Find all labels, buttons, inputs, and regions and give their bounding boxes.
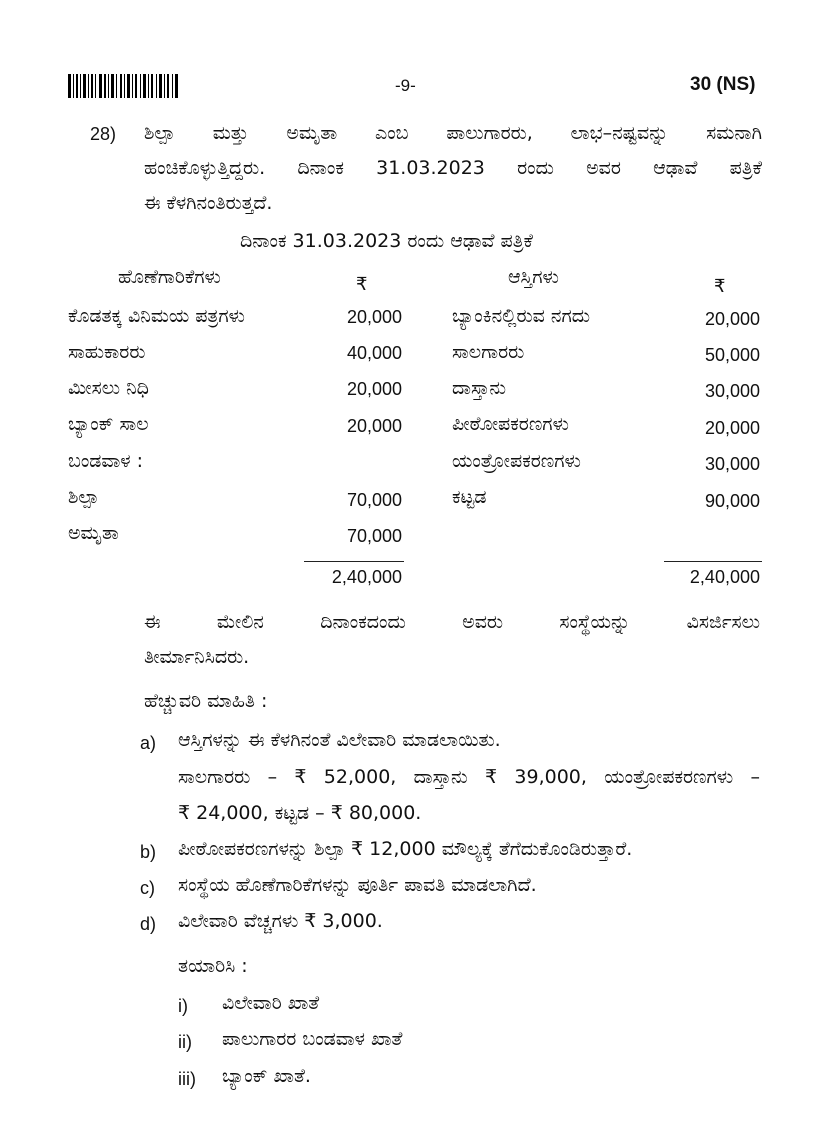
- paper-code: 30 (NS): [690, 74, 756, 95]
- liability-amount: 20,000: [346, 307, 402, 327]
- question-line-3: ಈ ಕೆಳಗಿನಂತಿರುತ್ತದೆ.: [144, 192, 273, 214]
- asset-label: ಕಟ್ಟಡ: [452, 486, 487, 508]
- prepare-item: ಬ್ಯಾಂಕ್ ಖಾತೆ.: [222, 1065, 311, 1087]
- asset-amount: 20,000: [704, 418, 760, 438]
- page-number: -9-: [395, 76, 416, 95]
- liability-label: ಸಾಹುಕಾರರು: [68, 341, 146, 363]
- liability-label: ಮೀಸಲು ನಿಧಿ: [68, 377, 149, 399]
- liability-label: ಬಂಡವಾಳ :: [68, 450, 144, 472]
- question-line-2: ಹಂಚಿಕೊಳ್ಳುತ್ತಿದ್ದರು. ದಿನಾಂಕ 31.03.2023 ರಂದು ಅವರ ಆಢಾವೆ ಪತ್ರಿಕೆ: [144, 157, 762, 179]
- liability-amount: 70,000: [346, 490, 402, 510]
- item-line: ಸಾಲಗಾರರು – ₹ 52,000, ದಾಸ್ತಾನು ₹ 39,000, ಯಂತ್ರೋಪಕರಣಗಳು –: [178, 766, 760, 788]
- item-marker: a): [140, 733, 157, 753]
- item-line: ವಿಲೇವಾರಿ ವೆಚ್ಚಗಳು ₹ 3,000.: [178, 910, 383, 932]
- item-marker: b): [140, 842, 157, 862]
- item-marker: c): [140, 878, 155, 898]
- liabilities-header: ಹೊಣೆಗಾರಿಕೆಗಳು: [118, 266, 221, 288]
- asset-label: ಯಂತ್ರೋಪಕರಣಗಳು: [452, 450, 581, 472]
- liability-label: ಬ್ಯಾಂಕ್ ಸಾಲ: [68, 413, 149, 435]
- asset-label: ಬ್ಯಾಂಕಿನಲ್ಲಿರುವ ನಗದು: [452, 305, 591, 327]
- asset-amount: 20,000: [704, 309, 760, 329]
- question-line-1: ಶಿಲ್ಪಾ ಮತ್ತು ಅಮೃತಾ ಎಂಬ ಪಾಲುಗಾರರು, ಲಾಭ–ನಷ್ಟವನ್ನು ಸಮನಾಗಿ: [144, 122, 762, 144]
- liabilities-currency: ₹: [356, 274, 368, 294]
- item-line: ಆಸ್ತಿಗಳನ್ನು ಈ ಕೆಳಗಿನಂತೆ ವಿಲೇವಾರಿ ಮಾಡಲಾಯಿತು.: [178, 729, 501, 751]
- assets-total: 2,40,000: [689, 567, 760, 587]
- liability-label: ಕೊಡತಕ್ಕ ವಿನಿಮಯ ಪತ್ರಗಳು: [68, 305, 245, 327]
- liability-amount: 70,000: [346, 526, 402, 546]
- prepare-item: ವಿಲೇವಾರಿ ಖಾತೆ: [222, 992, 320, 1014]
- asset-amount: 30,000: [704, 381, 760, 401]
- additional-info-heading: ಹೆಚ್ಚುವರಿ ಮಾಹಿತಿ :: [144, 690, 268, 712]
- item-line: ಸಂಸ್ಥೆಯ ಹೊಣೆಗಾರಿಕೆಗಳನ್ನು ಪೂರ್ತಿ ಪಾವತಿ ಮಾಡಲಾಗಿದೆ.: [178, 874, 537, 896]
- item-line: ₹ 24,000, ಕಟ್ಟಡ – ₹ 80,000.: [178, 802, 422, 824]
- liability-amount: 20,000: [346, 379, 402, 399]
- asset-label: ದಾಸ್ತಾನು: [452, 377, 506, 399]
- item-line: ಪೀಠೋಪಕರಣಗಳನ್ನು ಶಿಲ್ಪಾ ₹ 12,000 ಮೌಲ್ಯಕ್ಕೆ ತೆಗೆದುಕೊಂಡಿರುತ್ತಾರೆ.: [178, 838, 633, 860]
- prepare-heading: ತಯಾರಿಸಿ :: [178, 955, 248, 977]
- liabilities-total: 2,40,000: [331, 567, 402, 587]
- asset-label: ಪೀಠೋಪಕರಣಗಳು: [452, 413, 569, 435]
- asset-amount: 30,000: [704, 454, 760, 474]
- asset-amount: 50,000: [704, 345, 760, 365]
- liability-label: ಶಿಲ್ಪಾ: [68, 486, 99, 508]
- asset-amount: 90,000: [704, 491, 760, 511]
- prepare-marker: i): [178, 996, 188, 1016]
- barcode-image: [68, 74, 180, 98]
- dissolution-line-2: ತೀರ್ಮಾನಿಸಿದರು.: [144, 646, 250, 668]
- liabilities-total-rule: [304, 561, 404, 562]
- liability-amount: 20,000: [346, 416, 402, 436]
- assets-currency: ₹: [714, 276, 726, 296]
- prepare-marker: ii): [178, 1032, 192, 1052]
- liability-label: ಅಮೃತಾ: [68, 522, 119, 544]
- prepare-marker: iii): [178, 1069, 196, 1089]
- dissolution-line-1: ಈ ಮೇಲಿನ ದಿನಾಂಕದಂದು ಅವರು ಸಂಸ್ಥೆಯನ್ನು ವಿಸರ್ಜಿಸಲು: [144, 611, 760, 633]
- item-marker: d): [140, 914, 157, 934]
- asset-label: ಸಾಲಗಾರರು: [452, 341, 525, 363]
- liability-amount: 40,000: [346, 343, 402, 363]
- question-number: 28): [90, 124, 117, 144]
- prepare-item: ಪಾಲುಗಾರರ ಬಂಡವಾಳ ಖಾತೆ: [222, 1028, 403, 1050]
- balance-sheet-title: ದಿನಾಂಕ 31.03.2023 ರಂದು ಆಢಾವೆ ಪತ್ರಿಕೆ: [240, 230, 533, 252]
- assets-header: ಆಸ್ತಿಗಳು: [508, 266, 559, 288]
- assets-total-rule: [664, 561, 762, 562]
